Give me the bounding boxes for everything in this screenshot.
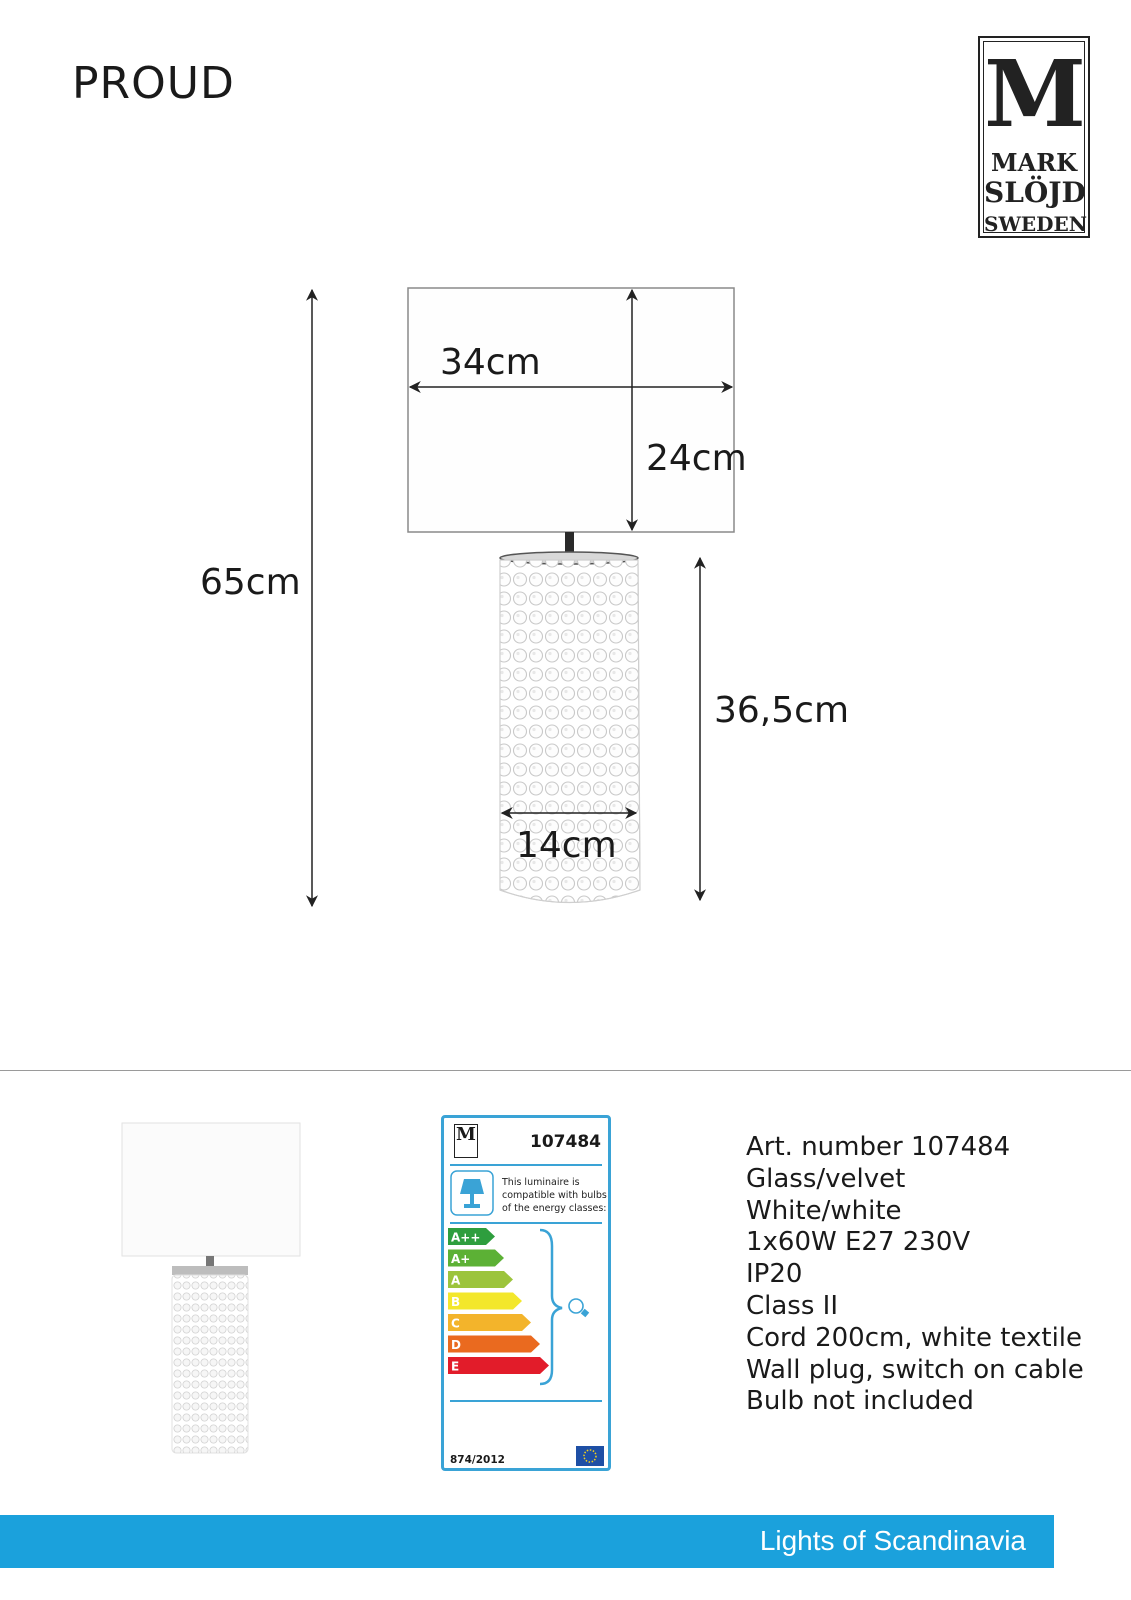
energy-class-bar — [448, 1314, 531, 1331]
energy-class-bar — [448, 1357, 549, 1374]
energy-label-logo: M — [454, 1124, 478, 1158]
energy-class-bar — [448, 1336, 540, 1353]
spec-item: Art. number 107484 — [746, 1132, 1011, 1162]
energy-label — [441, 1115, 611, 1471]
energy-class-label: E — [451, 1359, 460, 1374]
lamp-icon — [450, 1170, 494, 1216]
energy-class-label: B — [451, 1295, 461, 1309]
logo-letter: M — [984, 40, 1084, 148]
spec-item: Bulb not included — [746, 1386, 974, 1417]
bulb-icon — [569, 1299, 589, 1317]
total-height-label: 65cm — [200, 562, 301, 603]
energy-label-text: This luminaire is compatible with bulbs of the energy classes: — [502, 1177, 607, 1214]
spec-item: 1x60W E27 230V — [746, 1227, 971, 1258]
energy-class-label: A+ — [451, 1252, 471, 1266]
spec-list — [746, 1132, 1084, 1418]
section-divider — [0, 1070, 1131, 1071]
energy-label-regulation: 874/2012 — [450, 1454, 505, 1466]
logo-line-1: MARK — [991, 148, 1077, 177]
energy-label-rule-low — [450, 1400, 602, 1402]
shade-height-label: 24cm — [646, 438, 747, 479]
spec-item: Wall plug, switch on cable — [746, 1354, 1084, 1385]
base-height-label: 36,5cm — [714, 690, 850, 731]
lamp-shade — [408, 288, 734, 532]
energy-class-label: A — [451, 1273, 461, 1288]
energy-class-label: A++ — [451, 1230, 481, 1245]
logo-line-2: SLÖJD — [984, 176, 1086, 209]
eu-flag-icon — [576, 1446, 604, 1466]
product-photo — [110, 1115, 310, 1465]
energy-label-article: 107484 — [530, 1132, 601, 1152]
energy-label-rule-top — [450, 1164, 602, 1166]
spec-item: Class II — [746, 1290, 839, 1321]
footer-tagline: Lights of Scandinavia — [759, 1525, 1026, 1556]
logo-line-3: SWEDEN — [984, 212, 1088, 236]
energy-class-label: C — [451, 1316, 460, 1331]
spec-item: IP20 — [746, 1259, 803, 1290]
spec-item: Glass/velvet — [746, 1163, 906, 1194]
spec-item: White/white — [746, 1195, 902, 1226]
footer-bar — [0, 1515, 1054, 1568]
shade-width-label: 34cm — [440, 342, 541, 383]
energy-label-rule-mid — [450, 1222, 602, 1224]
product-title: PROUD — [72, 58, 235, 109]
spec-item: Cord 200cm, white textile — [746, 1322, 1083, 1353]
base-width-label: 14cm — [516, 825, 617, 866]
energy-classes — [448, 1226, 608, 1396]
energy-class-label: D — [451, 1338, 461, 1352]
